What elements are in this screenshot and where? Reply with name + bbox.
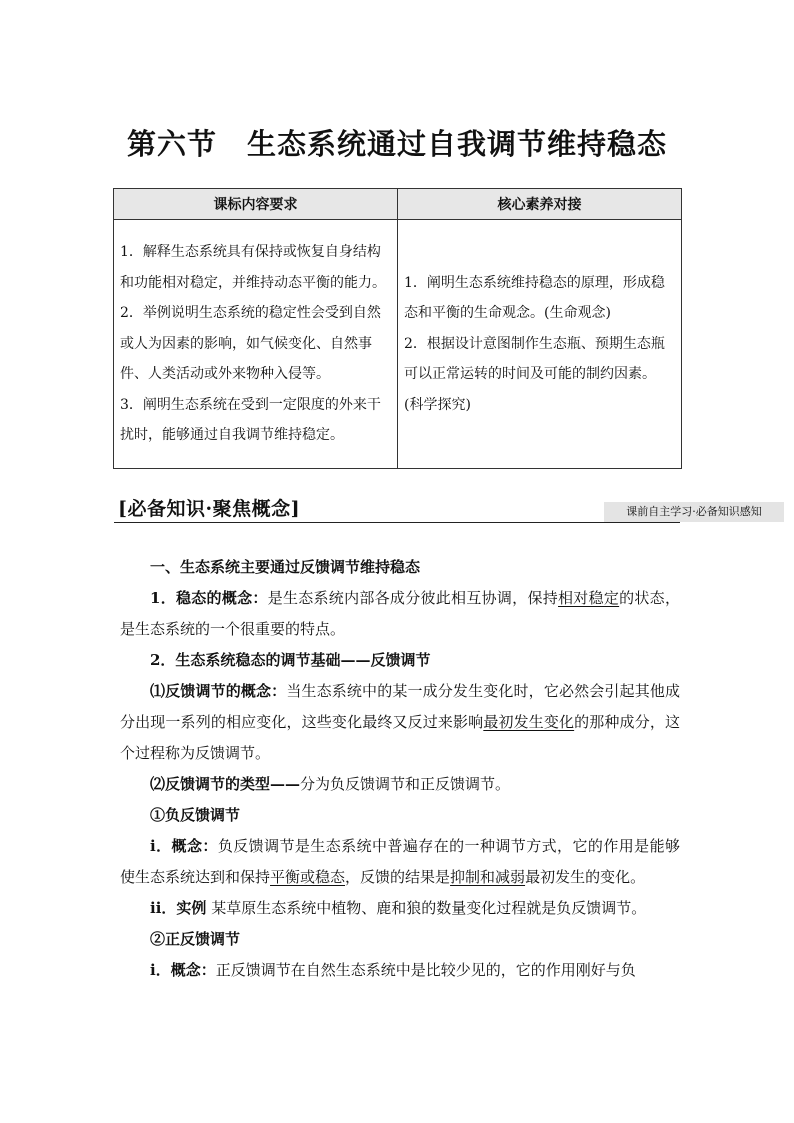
- key-term: 相对稳定: [558, 589, 620, 607]
- paragraph-homeostasis-concept: [120, 583, 680, 645]
- term-label: ⅰ．概念：: [150, 961, 216, 979]
- standard-item: 1．解释生态系统具有保持或恢复自身结构和功能相对稳定，并维持动态平衡的能力。: [120, 244, 386, 291]
- paragraph-text: 的状态，是生态系统的一个很重要的特点。: [120, 589, 680, 638]
- paragraph-text: 负反馈调节是生态系统中普遍存在的一种调节方式，它的作用是能够使生态系统达到和保持: [120, 837, 680, 886]
- term-label: ⑴反馈调节的概念：: [150, 682, 287, 700]
- term-label: 1．稳态的概念：: [150, 589, 268, 607]
- paragraph-text: 分为负反馈调节和正反馈调节。: [300, 775, 511, 793]
- standards-table: [113, 188, 682, 469]
- heading-positive-feedback: ②正反馈调节: [150, 930, 241, 948]
- competency-item: 2．根据设计意图制作生态瓶、预期生态瓶可以正常运转的时间及可能的制约因素。(科学探究): [404, 335, 665, 413]
- key-term: 抑制和减弱: [450, 868, 526, 886]
- key-term: 最初发生变化: [483, 713, 575, 731]
- table-header-standards: 课标内容要求: [114, 189, 398, 220]
- paragraph-text: 的那种成分，这个过程称为反馈调节。: [120, 713, 680, 762]
- standard-item: 2．举例说明生态系统的稳定性会受到自然或人为因素的影响，如气候变化、自然事件、人类活动或外来物种入侵等。: [120, 305, 381, 383]
- term-label: ⑵反馈调节的类型——: [150, 775, 301, 793]
- table-header-competencies: 核心素养对接: [398, 189, 682, 220]
- paragraph-feedback-concept: [120, 676, 680, 769]
- paragraph-negative-feedback-concept: [120, 831, 680, 893]
- paragraph-text: 正反馈调节在自然生态系统中是比较少见的，它的作用刚好与负: [215, 961, 636, 979]
- term-label: ⅰ．概念：: [150, 837, 218, 855]
- paragraph-text: 当生态系统中的某一成分发生变化时，它必然会引起其他成分出现一系列的相应变化，这些变化最终又反过来影响: [120, 682, 680, 731]
- competencies-cell: [398, 220, 682, 469]
- paragraph-positive-feedback-concept: [120, 955, 680, 986]
- standards-cell: [114, 220, 398, 469]
- heading-level-2: 2．生态系统稳态的调节基础——反馈调节: [150, 651, 431, 669]
- paragraph-text: ，反馈的结果是: [345, 868, 451, 886]
- paragraph-feedback-types: [120, 769, 680, 800]
- page-title: 第六节 生态系统通过自我调节维持稳态: [126, 127, 667, 161]
- paragraph-negative-feedback-example: [120, 893, 680, 924]
- heading-negative-feedback: ①负反馈调节: [150, 806, 241, 824]
- section-divider: [114, 522, 680, 523]
- term-label: ⅱ．实例: [150, 899, 207, 917]
- competency-item: 1．阐明生态系统维持稳态的原理，形成稳态和平衡的生命观念。(生命观念): [404, 274, 665, 322]
- paragraph-text: 是生态系统内部各成分彼此相互协调，保持: [267, 589, 558, 607]
- paragraph-text: 某草原生态系统中植物、鹿和狼的数量变化过程就是负反馈调节。: [211, 899, 647, 917]
- section-tag: 课前自主学习·必备知识感知: [604, 502, 784, 522]
- key-term: 平衡或稳态: [270, 868, 346, 886]
- main-content: [120, 552, 680, 986]
- heading-level-1: 一、生态系统主要通过反馈调节维持稳态: [150, 558, 421, 576]
- section-header: [必备知识·聚焦概念]: [118, 498, 301, 520]
- paragraph-text: 最初发生的变化。: [525, 868, 646, 886]
- standard-item: 3．阐明生态系统在受到一定限度的外来干扰时，能够通过自我调节维持稳定。: [120, 396, 381, 444]
